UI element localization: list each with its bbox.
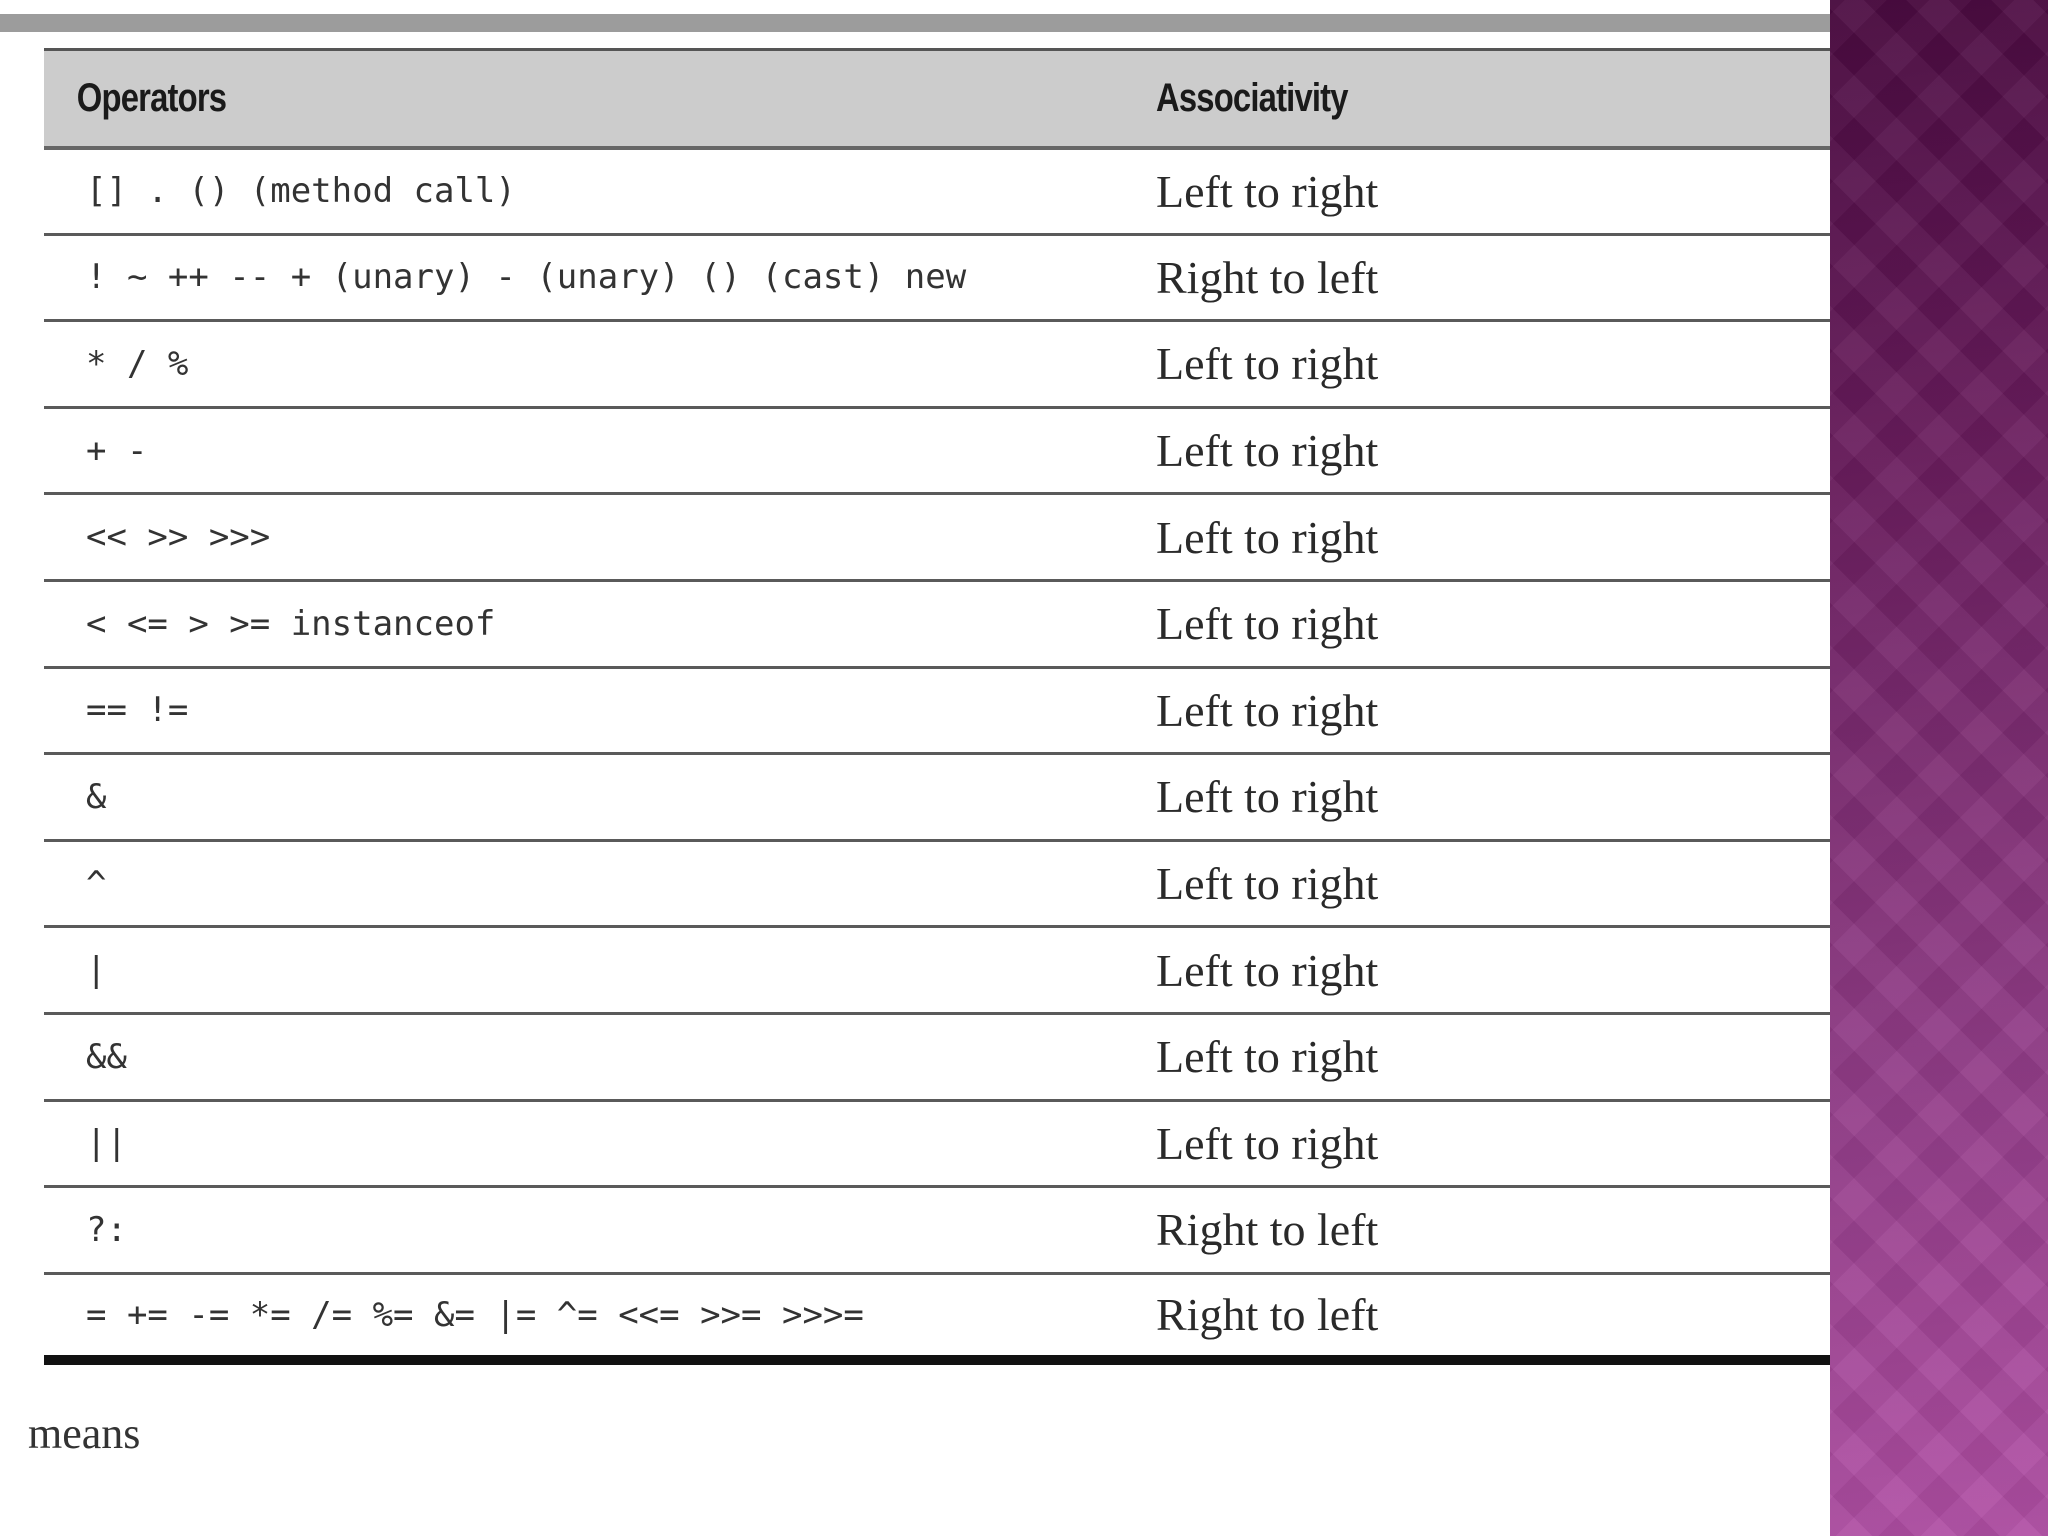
table-row: [44, 407, 1830, 494]
table-row: [44, 580, 1830, 667]
table-row: [44, 1100, 1830, 1187]
associativity-cell: Left to right: [1156, 165, 1379, 217]
associativity-cell: Left to right: [1156, 598, 1379, 650]
operators-cell: ||: [86, 1123, 127, 1164]
operators-cell: ! ~ ++ -- + (unary) - (unary) () (cast) new: [86, 257, 967, 298]
associativity-cell: Left to right: [1156, 425, 1379, 477]
header-associativity-label: Associativity: [1156, 75, 1348, 120]
associativity-cell: Left to right: [1156, 1031, 1379, 1083]
operators-cell: [] . () (method call): [86, 171, 516, 212]
table-row: [44, 1013, 1830, 1100]
header-operators-label: Operators: [76, 75, 227, 120]
table-row: [44, 148, 1830, 235]
header-associativity: [1156, 50, 1709, 148]
table-row: [44, 1187, 1830, 1274]
table-row: [44, 234, 1830, 321]
table-row: [44, 667, 1830, 754]
operators-cell: + -: [86, 430, 148, 471]
decorative-side-panel: [1830, 0, 2048, 1536]
operators-cell: == !=: [86, 690, 189, 731]
associativity-cell: Right to left: [1156, 1204, 1379, 1256]
table-row: [44, 1273, 1830, 1360]
operators-cell: ?:: [86, 1209, 127, 1250]
operators-cell: = += -= *= /= %= &= |= ^= <<= >>= >>>=: [86, 1294, 864, 1335]
operators-cell: &&: [86, 1036, 127, 1077]
operators-cell: ^: [86, 863, 107, 904]
table-row: [44, 927, 1830, 1014]
header-operators: [44, 50, 956, 148]
operators-cell: << >> >>>: [86, 517, 271, 558]
operators-cell: |: [86, 950, 107, 991]
associativity-cell: Left to right: [1156, 684, 1379, 736]
operator-precedence-table: [44, 48, 1830, 1365]
associativity-cell: Right to left: [1156, 251, 1379, 303]
table-body: [44, 148, 1830, 1360]
table-header: [44, 50, 1830, 148]
table-row: [44, 840, 1830, 927]
table-row: [44, 494, 1830, 581]
operators-cell: * / %: [86, 343, 189, 384]
associativity-cell: Left to right: [1156, 511, 1379, 563]
cut-off-caption: means: [28, 1409, 141, 1458]
associativity-cell: Right to left: [1156, 1289, 1379, 1341]
operators-cell: < <= > >= instanceof: [86, 603, 496, 644]
operators-cell: &: [86, 776, 107, 817]
associativity-cell: Left to right: [1156, 771, 1379, 823]
table-row: [44, 321, 1830, 408]
associativity-cell: Left to right: [1156, 858, 1379, 910]
table-row: [44, 754, 1830, 841]
header-row: [44, 50, 1830, 148]
top-band: [0, 14, 1832, 32]
operator-table-container: [44, 48, 1830, 1365]
associativity-cell: Left to right: [1156, 338, 1379, 390]
associativity-cell: Left to right: [1156, 944, 1379, 996]
associativity-cell: Left to right: [1156, 1117, 1379, 1169]
